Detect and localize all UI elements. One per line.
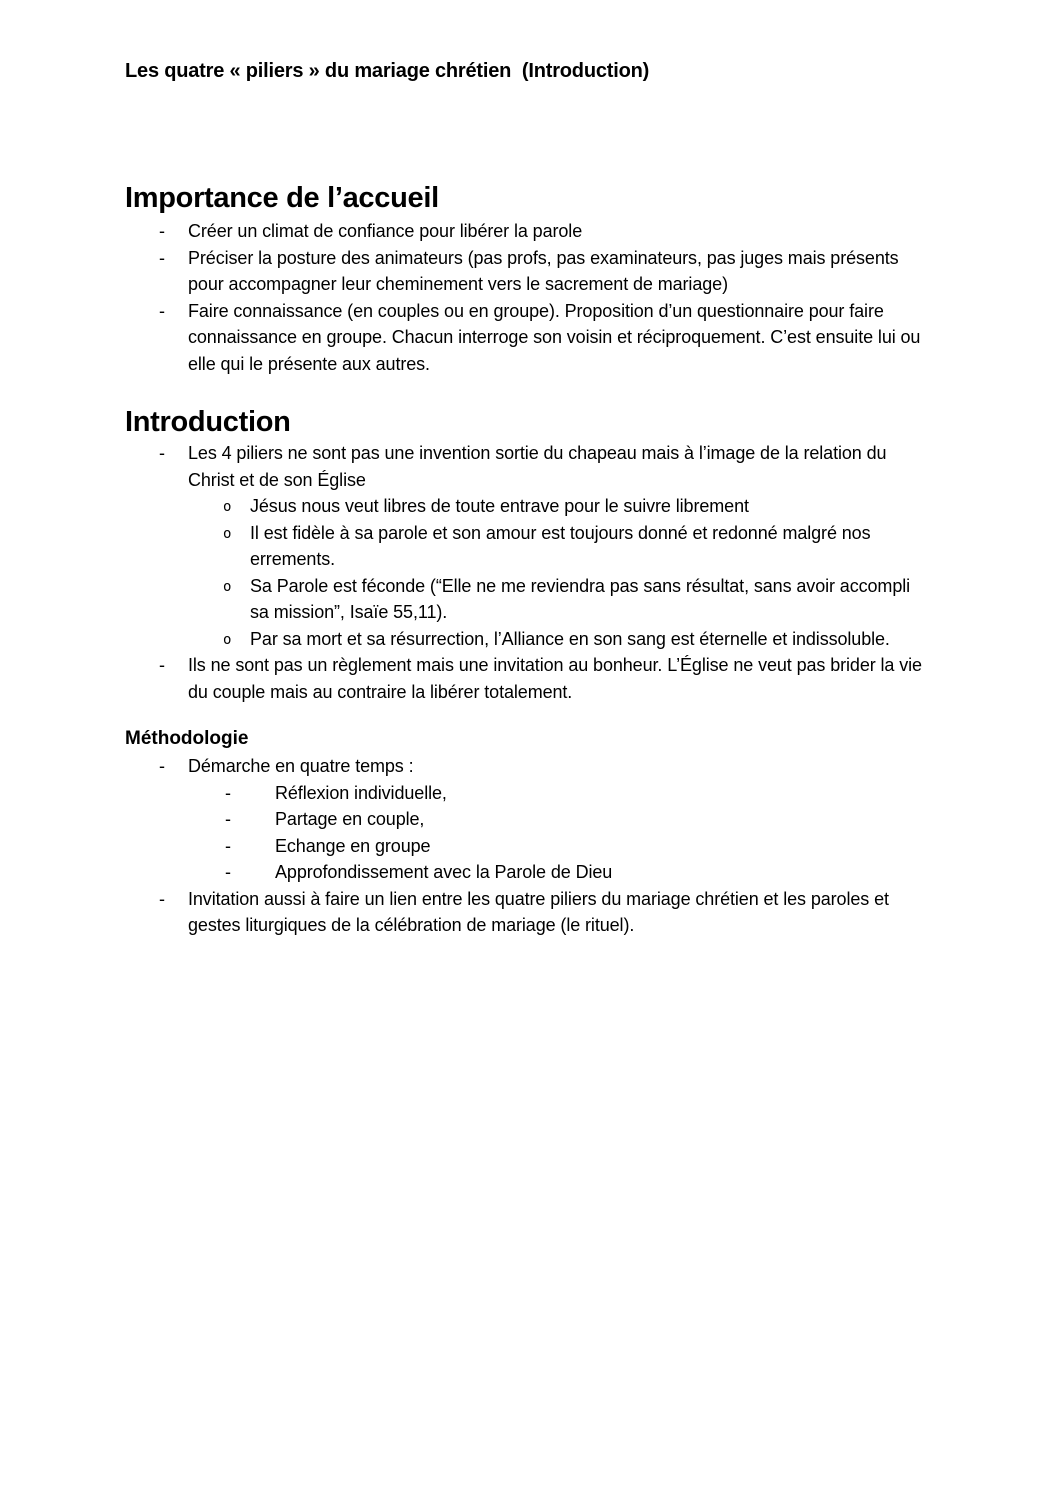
sub-list-item (125, 806, 930, 833)
dash-bullet-marker: - (225, 809, 231, 829)
dash-bullet-marker: - (159, 247, 165, 268)
section-heading-accueil: Importance de l’accueil (125, 182, 439, 214)
sub-list-item (125, 859, 930, 886)
dash-bullet-marker: - (159, 443, 165, 463)
circle-bullet-marker: o (223, 631, 232, 648)
document-title: Les quatre « piliers » du mariage chrétien (Introduction) (125, 60, 650, 82)
sub-list-item (125, 833, 930, 860)
introduction-list (125, 440, 930, 705)
dash-bullet-marker: - (159, 888, 165, 909)
dash-bullet-marker: - (159, 221, 165, 241)
section-heading-introduction: Introduction (125, 406, 291, 438)
sub-list-item-text: Partage en couple, (275, 809, 425, 829)
dash-bullet-marker: - (159, 655, 165, 675)
circle-bullet-marker: o (223, 525, 232, 542)
list-item (125, 886, 930, 939)
sub-list-item-text: Jésus nous veut libres de toute entrave pour le suivre librement (250, 496, 749, 516)
list-item (125, 652, 930, 705)
list-item (125, 218, 930, 245)
dash-bullet-marker: - (225, 862, 231, 882)
list-item-text: Invitation aussi à faire un lien entre les quatre piliers du mariage chrétien et les paroles et gestes liturgiques de la célébration de mariage (le rituel). (188, 888, 889, 935)
list-item-text: Préciser la posture des animateurs (pas profs, pas examinateurs, pas juges mais présents pour accompagner leur cheminement vers le sacrement de mariage) (188, 247, 899, 294)
dash-bullet-marker: - (225, 782, 231, 803)
circle-bullet-marker: o (223, 499, 232, 515)
sub-list-item (125, 493, 930, 520)
sub-list-item (125, 520, 930, 573)
sub-list-item (125, 780, 930, 807)
dash-bullet-marker: - (225, 835, 231, 856)
list-item-text: Les 4 piliers ne sont pas une invention sortie du chapeau mais à l’image de la relation du Christ et de son Église (188, 443, 887, 490)
sub-list-item-text: Sa Parole est féconde (“Elle ne me reviendra pas sans résultat, sans avoir accompli sa mission”, Isaïe 55,11). (250, 575, 911, 622)
sub-list-item-text: Par sa mort et sa résurrection, l’Alliance en son sang est éternelle et indissoluble. (250, 628, 890, 649)
dash-bullet-marker: - (159, 300, 165, 321)
list-item-text: Démarche en quatre temps : (188, 756, 414, 776)
list-item (125, 245, 930, 298)
list-item-text: Créer un climat de confiance pour libérer la parole (188, 221, 583, 241)
sub-list-item-text: Il est fidèle à sa parole et son amour est toujours donné et redonné malgré nos errements. (250, 522, 871, 569)
sub-list-item-text: Approfondissement avec la Parole de Dieu (275, 862, 613, 882)
methodologie-list (125, 753, 930, 939)
sub-list-item (125, 626, 930, 653)
section-heading-methodologie: Méthodologie (125, 728, 249, 749)
list-item-text: Faire connaissance (en couples ou en groupe). Proposition d’un questionnaire pour faire connaissance en groupe. Chacun interroge son voisin et réciproquement. C’est ensuite lui ou elle qui le présente aux autres. (188, 300, 921, 374)
sub-list-item-text: Réflexion individuelle, (275, 782, 447, 803)
list-item-text: Ils ne sont pas un règlement mais une invitation au bonheur. L’Église ne veut pas brider la vie du couple mais au contraire la libérer totalement. (188, 655, 922, 702)
circle-bullet-marker: o (223, 578, 232, 595)
sub-list-item-text: Echange en groupe (275, 835, 431, 856)
list-item (125, 753, 930, 780)
list-item (125, 440, 930, 493)
sub-list-item (125, 573, 930, 626)
list-item (125, 298, 930, 378)
accueil-list (125, 218, 930, 377)
dash-bullet-marker: - (159, 756, 165, 776)
